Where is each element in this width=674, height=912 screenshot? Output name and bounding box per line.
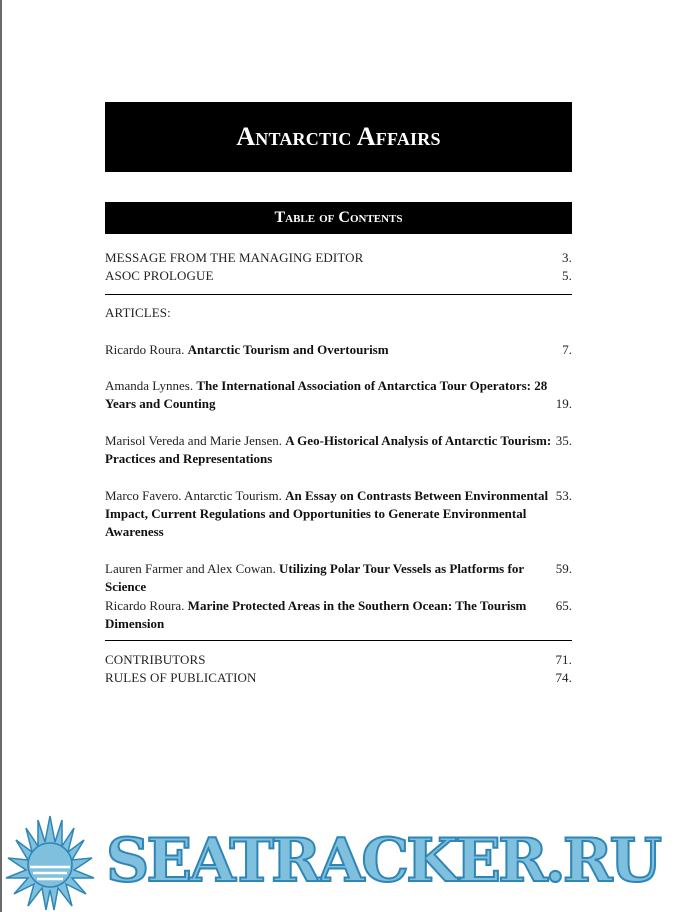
toc-article-5[interactable] (105, 560, 572, 596)
toc-entry-page: 74. (555, 670, 572, 685)
article-authors: Amanda Lynnes. (105, 378, 194, 393)
article-page: 65. (555, 598, 572, 613)
article-authors: Ricardo Roura. (105, 598, 185, 613)
toc-article-4[interactable] (105, 487, 572, 541)
journal-title: Antarctic Affairs (236, 122, 441, 151)
toc-article-3[interactable] (105, 432, 572, 468)
toc-article-2[interactable] (105, 377, 572, 413)
toc-entry-title: MESSAGE FROM THE MANAGING EDITOR (105, 250, 364, 265)
article-page: 19. (555, 396, 572, 411)
watermark-text: SEATRACKER.RU (106, 826, 659, 896)
article-title: A Geo-Historical Analysis of Antarctic Tourism: Practices and Representations (105, 433, 552, 466)
toc-entry-page: 5. (562, 268, 572, 283)
article-page: 7. (562, 342, 572, 357)
journal-title-banner (105, 102, 572, 172)
sun-logo-icon (0, 812, 100, 912)
article-page: 59. (555, 561, 572, 576)
article-title: Utilizing Polar Tour Vessels as Platforms for Science (105, 561, 524, 594)
toc-heading: Table of Contents (274, 209, 403, 226)
toc-entry-rules-of-publication[interactable] (105, 669, 572, 687)
article-title: An Essay on Contrasts Between Environmental Impact, Current Regulations and Opportunities to Generate Environmental Awareness (105, 488, 549, 539)
toc-entry-title: RULES OF PUBLICATION (105, 670, 257, 685)
toc-article-1[interactable] (105, 341, 572, 359)
article-page: 35. (555, 433, 572, 448)
toc-entry-title: ASOC PROLOGUE (105, 268, 214, 283)
watermark (0, 812, 674, 912)
article-title: The International Association of Antarctica Tour Operators: 28 Years and Counting (105, 378, 548, 411)
article-authors: Marisol Vereda and Marie Jensen. (105, 433, 283, 448)
article-page: 53. (555, 488, 572, 503)
toc-entry-title: CONTRIBUTORS (105, 652, 206, 667)
toc-entry-contributors[interactable] (105, 651, 572, 669)
article-title: Marine Protected Areas in the Southern Ocean: The Tourism Dimension (105, 598, 527, 631)
toc-entry-asoc-prologue[interactable] (105, 267, 572, 285)
divider-bottom (105, 640, 572, 641)
article-title: Antarctic Tourism and Overtourism (187, 342, 389, 357)
article-authors: Lauren Farmer and Alex Cowan. (105, 561, 276, 576)
articles-label: ARTICLES: (105, 305, 171, 320)
toc-entry-page: 3. (562, 250, 572, 265)
article-authors: Marco Favero. Antarctic Tourism. (105, 488, 282, 503)
toc-heading-banner (105, 202, 572, 234)
article-authors: Ricardo Roura. (105, 342, 185, 357)
divider-top (105, 294, 572, 295)
toc-entry-page: 71. (555, 652, 572, 667)
toc-entry-managing-editor[interactable] (105, 249, 572, 267)
toc-article-6[interactable] (105, 597, 572, 633)
page-left-edge (0, 0, 2, 912)
